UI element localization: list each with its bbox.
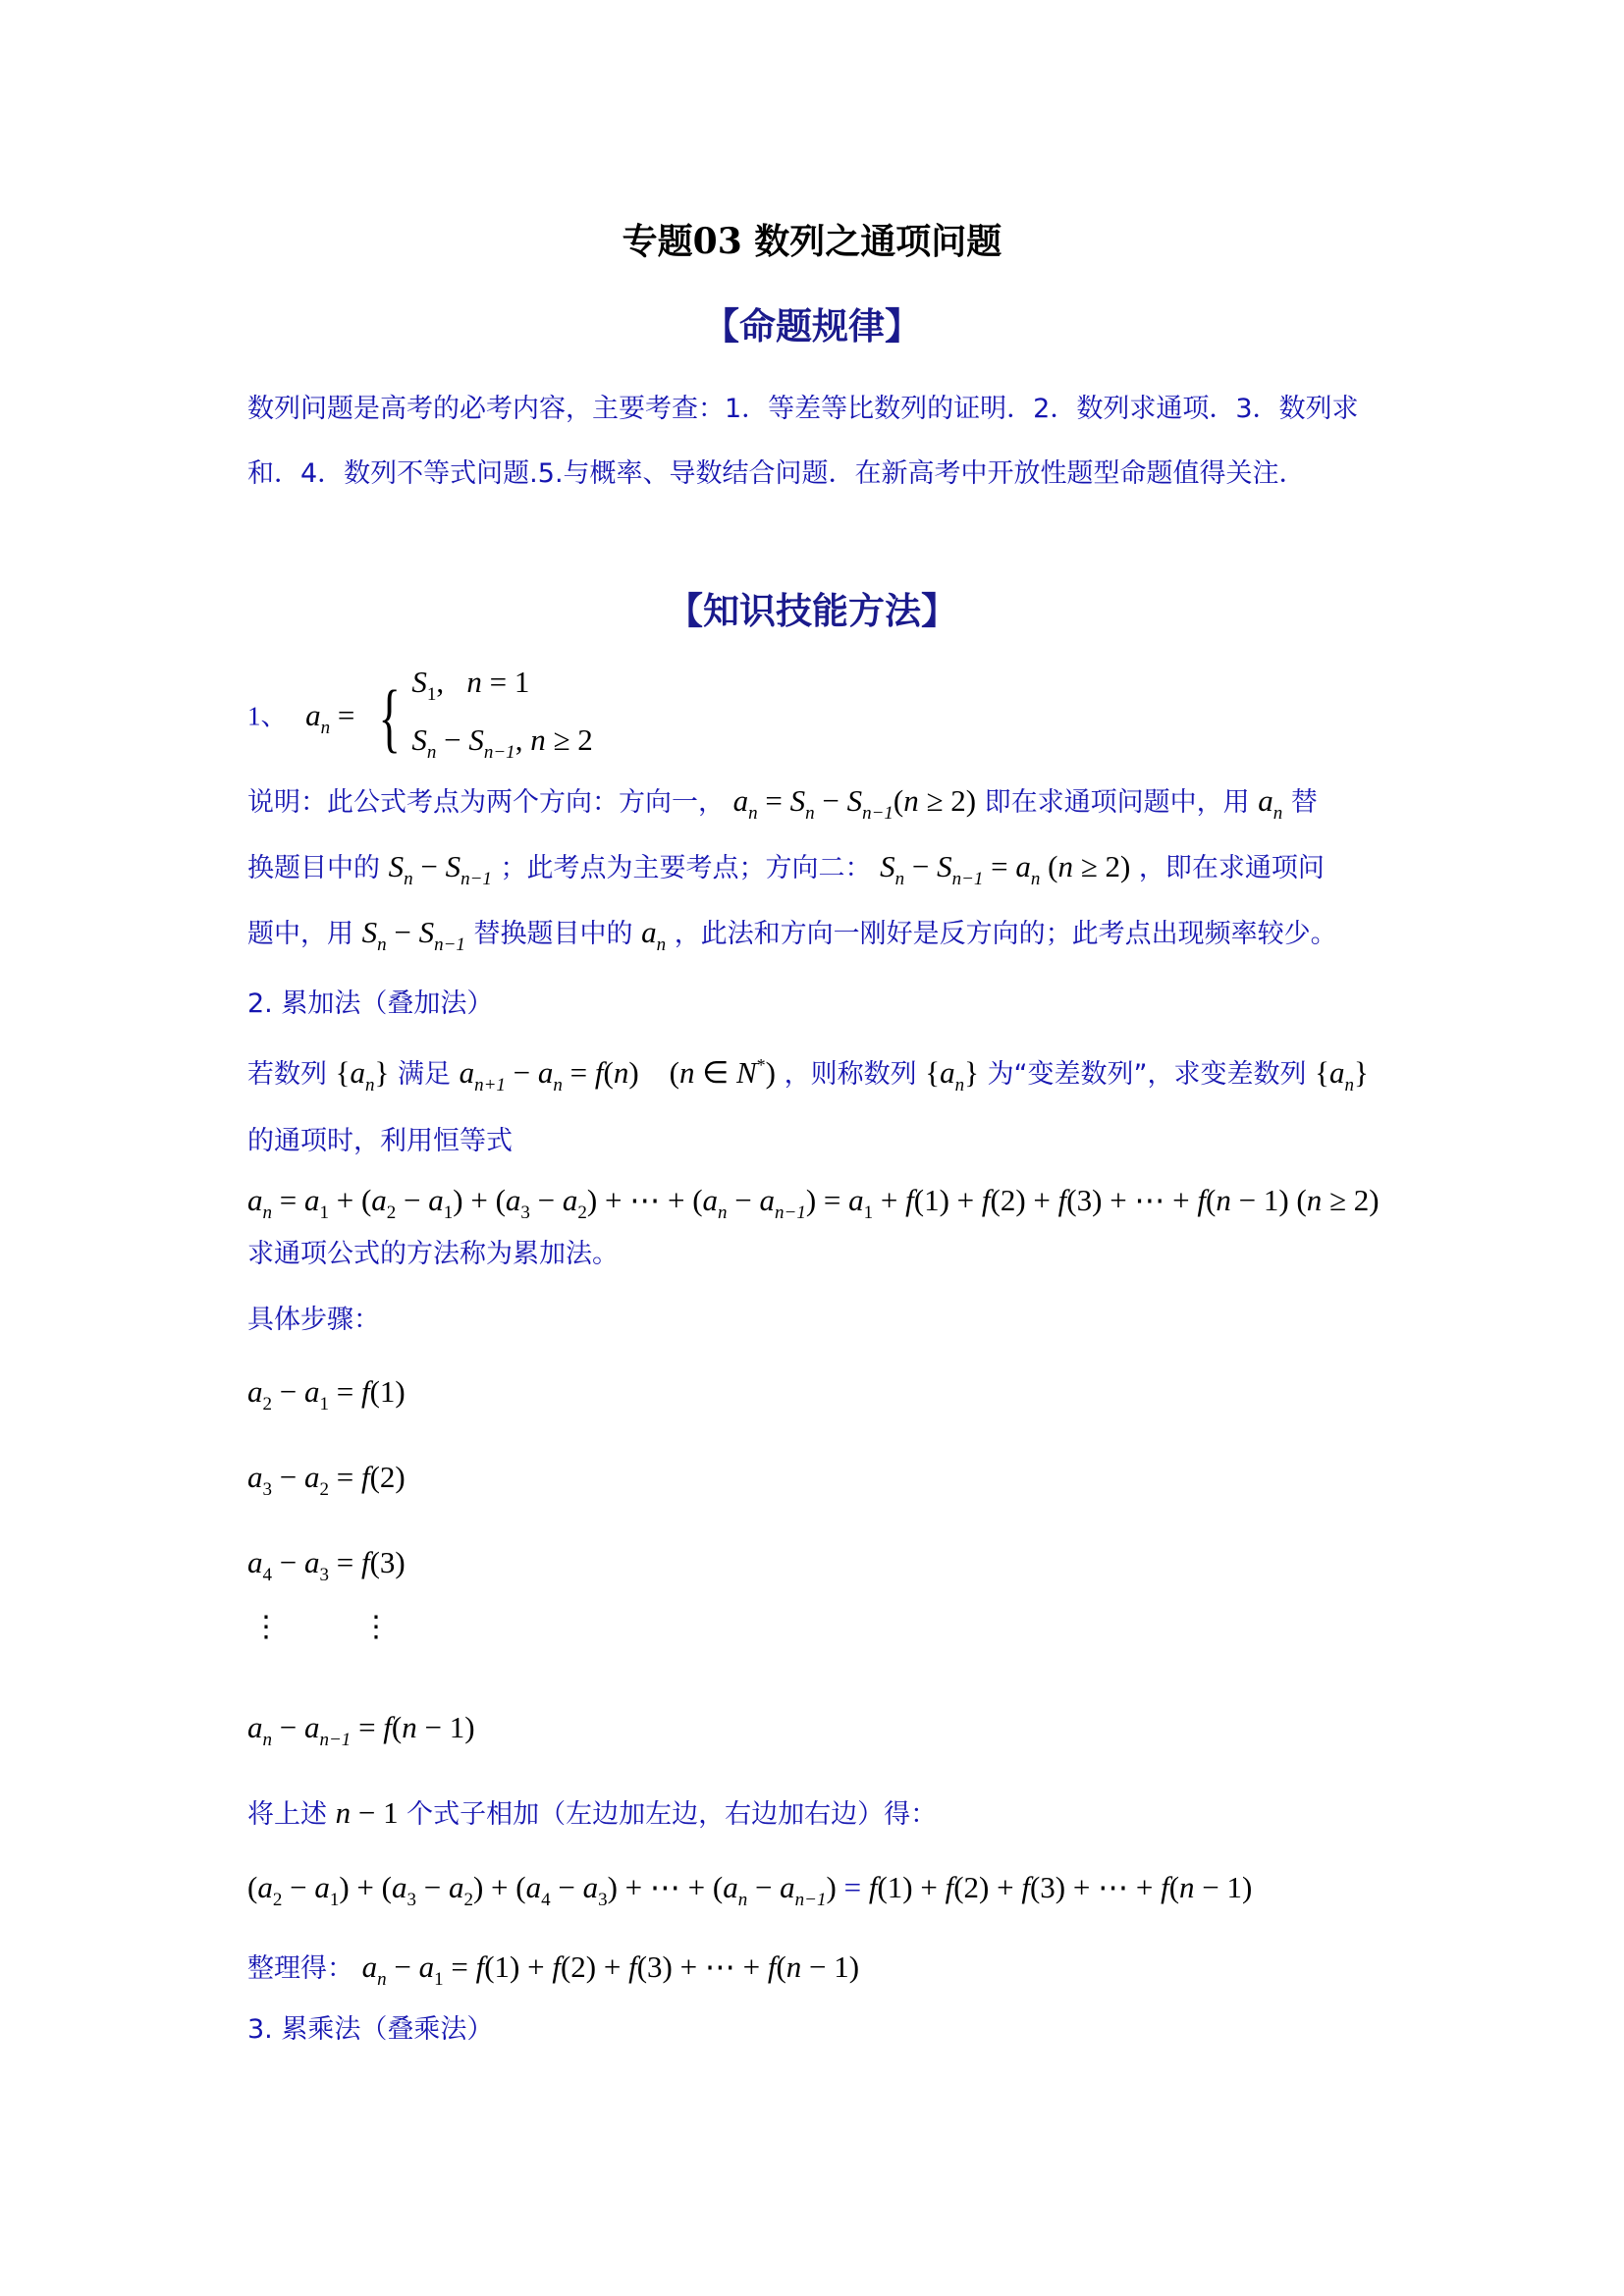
step-3: $a_4 - a_3 = f(3)$ bbox=[247, 1545, 406, 1585]
vertical-ellipsis-left: ⋮ bbox=[251, 1611, 281, 1643]
item-3-heading: 3. 累乘法（叠乘法） bbox=[247, 2014, 494, 2045]
step-n: $a_n - a_{n-1} = f(n - 1)$ bbox=[247, 1710, 475, 1750]
section-heading-knowledge-methods: 【知识技能方法】 bbox=[667, 590, 957, 632]
explanation-prefix: 说明：此公式考点为两个方向：方向一， bbox=[247, 787, 725, 818]
result-line bbox=[247, 1947, 859, 1991]
method-name: 求通项公式的方法称为累加法。 bbox=[247, 1239, 619, 1269]
explanation-line-2 bbox=[247, 846, 1325, 890]
sequence-an-3: $\{a_n\}$ bbox=[1315, 1055, 1369, 1095]
sum-instruction bbox=[247, 1792, 937, 1831]
case-1: $S_1$, n = 1 bbox=[411, 665, 530, 705]
explanation-text-3: ；此考点为主要考点；方向二： bbox=[500, 853, 872, 883]
item-2-intro-line-1 bbox=[247, 1052, 1369, 1096]
formula-identity bbox=[247, 1183, 1380, 1224]
item-2-intro-line-2: 的通项时，利用恒等式 bbox=[247, 1126, 513, 1156]
piecewise-cases bbox=[363, 660, 593, 775]
intro-text-3: ，则称数列 bbox=[784, 1059, 917, 1090]
result-label: 整理得： bbox=[247, 1953, 353, 1984]
intro-text-1: 若数列 bbox=[247, 1059, 327, 1090]
sum-text-1: 将上述 bbox=[247, 1799, 327, 1830]
explanation-text-4b: 题中，用 bbox=[247, 919, 353, 949]
case-2: $S_n - S_{n-1}$, n ≥ 2 bbox=[411, 722, 593, 763]
step-1: $a_2 - a_1 = f(1)$ bbox=[247, 1374, 406, 1415]
result-formula: $a_n - a_1 = f(1) + f(2) + f(3)$ + ⋯ + f(n − 1) bbox=[361, 1949, 860, 1990]
formula-direction-1: $a_n = S_n - S_{n-1}(n \ge 2)$ bbox=[732, 783, 977, 824]
intro-text-2: 满足 bbox=[397, 1059, 451, 1090]
document-title: 专题03 数列之通项问题 bbox=[622, 221, 1002, 262]
formula-sn-diff-2: $S_n - S_{n-1}$ bbox=[361, 915, 465, 955]
identity-expression: $a_n = a_1 + (a_2 - a_1) + (a_3 - a_2)$ + ⋯ + $(a_n - a_{n-1}) = a_1 + f(1) + f(2) + f(3)$ + ⋯ + f(n − 1) (n ≥ 2) bbox=[247, 1183, 1380, 1223]
explanation-text-1: 即在求通项问题中，用 bbox=[984, 787, 1250, 818]
section-heading-proposition-rules: 【命题规律】 bbox=[703, 305, 921, 347]
intro-text-4: 为“变差数列”，求变差数列 bbox=[987, 1059, 1307, 1090]
formula-difference-condition: $a_{n+1} - a_n = f(n)$ (n ∈ N*) bbox=[459, 1055, 776, 1095]
explanation-line-1 bbox=[247, 780, 1318, 825]
formula-sn-diff: $S_n - S_{n-1}$ bbox=[388, 849, 492, 889]
sum-text-2: 个式子相加（左边加左边，右边加右边）得： bbox=[406, 1799, 938, 1830]
left-brace: { bbox=[378, 674, 401, 760]
explanation-text-4a: ，即在求通项问 bbox=[1138, 853, 1325, 883]
item-number: 1、 bbox=[247, 701, 288, 731]
step-2: $a_3 - a_2 = f(2)$ bbox=[247, 1460, 406, 1500]
sum-formula: $(a_2 - a_1) + (a_3 - a_2) + (a_4 - a_3)$ + ⋯ + $(a_n - a_{n-1}) = f(1) + f(2) + f(3)$ + ⋯ + f(n − 1) bbox=[247, 1870, 1253, 1910]
section-paragraph-proposition-rules: 数列问题是高考的必考内容，主要考查：1．等差等比数列的证明．2．数列求通项．3．数列求和．4．数列不等式问题.5.与概率、导数结合问题．在新高考中开放性题型命题值得关注． bbox=[247, 394, 1359, 489]
sum-n: n − 1 bbox=[335, 1795, 399, 1830]
sequence-an: $\{a_n\}$ bbox=[335, 1055, 390, 1095]
formula-an-inline: $a_n$ bbox=[1258, 783, 1283, 824]
sequence-an-2: $\{a_n\}$ bbox=[925, 1055, 979, 1095]
formula-an-inline-2: $a_n$ bbox=[641, 915, 667, 955]
explanation-text-2b: 换题目中的 bbox=[247, 853, 380, 883]
explanation-text-2a: 替 bbox=[1290, 787, 1318, 818]
steps-label: 具体步骤： bbox=[247, 1305, 380, 1335]
explanation-text-6: ，此法和方向一刚好是反方向的；此考点出现频率较少。 bbox=[674, 919, 1337, 949]
explanation-text-5: 替换题目中的 bbox=[473, 919, 633, 949]
item-2-heading: 2. 累加法（叠加法） bbox=[247, 988, 494, 1019]
vertical-ellipsis-right: ⋮ bbox=[361, 1611, 391, 1643]
formula-an-piecewise bbox=[247, 660, 593, 775]
piecewise-lhs: $a_n$ = bbox=[305, 697, 355, 738]
explanation-line-3 bbox=[247, 912, 1337, 956]
formula-direction-2: $S_n - S_{n-1} = a_n$ (n ≥ 2) bbox=[880, 849, 1131, 889]
